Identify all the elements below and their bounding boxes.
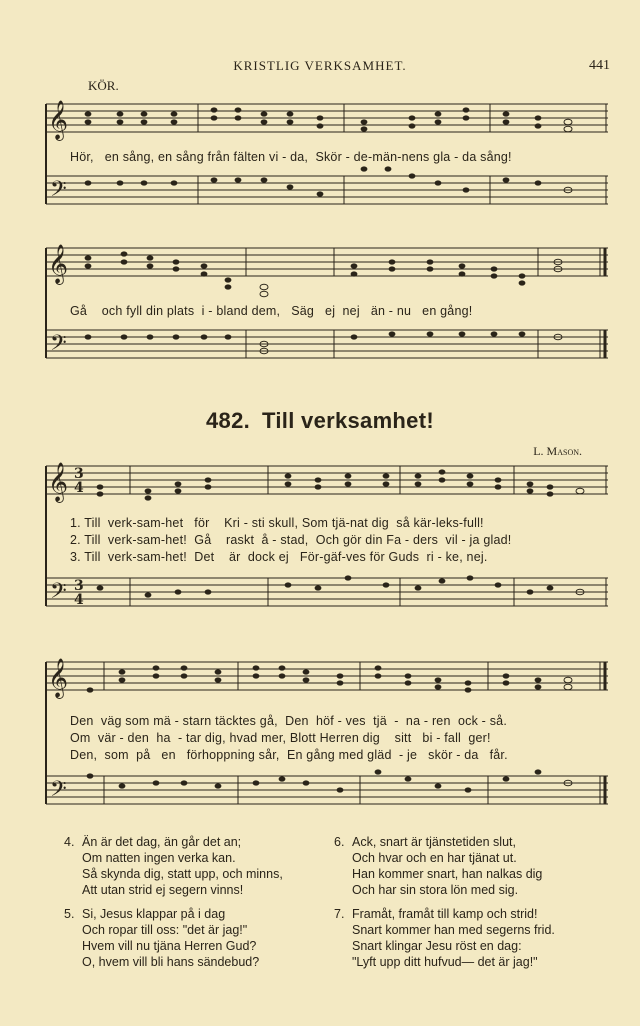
verse-2-lyrics-continued: Om vär - den ha - tar dig, hvad mer, Blott Herren dig sitt bi - fall ger! — [70, 731, 491, 745]
stanza-line: Han kommer snart, han nalkas dig — [352, 867, 543, 881]
stanza-number: 7. — [334, 907, 345, 921]
page-number: 441 — [589, 58, 610, 73]
svg-text:4: 4 — [74, 592, 84, 608]
hymn-title: Till verksamhet! — [262, 408, 434, 433]
running-head: KRISTLIG VERKSAMHET. — [233, 58, 407, 73]
svg-text:𝄞: 𝄞 — [48, 658, 69, 698]
svg-text:𝄢: 𝄢 — [50, 579, 67, 609]
svg-text:𝄢: 𝄢 — [50, 331, 67, 361]
svg-text:3: 3 — [74, 466, 84, 482]
stanza-line: Si, Jesus klappar på i dag — [82, 907, 226, 921]
stanza-4 — [64, 834, 283, 898]
svg-text:𝄢: 𝄢 — [50, 177, 67, 207]
stanza-7 — [334, 906, 555, 970]
stanza-number: 5. — [64, 907, 75, 921]
svg-text:𝄞: 𝄞 — [48, 462, 69, 502]
chorus-label: KÖR. — [88, 78, 119, 93]
svg-text:4: 4 — [74, 480, 84, 496]
verse-2-lyrics: 2. Till verk-sam-het! Gå raskt å - stad, Och gör din Fa - ders vil - ja glad! — [70, 533, 512, 547]
stanza-line: Hvem vill nu tjäna Herren Gud? — [82, 939, 257, 953]
stanza-line: Ack, snart är tjänstetiden slut, — [352, 835, 516, 849]
stanza-line: Om natten ingen verka kan. — [82, 851, 236, 865]
stanza-line: Och har sin stora lön med sig. — [352, 883, 519, 897]
stanza-line: Snart kommer han med segerns frid. — [352, 923, 555, 937]
verse-3-lyrics: 3. Till verk-sam-het! Det är dock ej För-gäf-ves för Guds ri - ke, nej. — [70, 550, 488, 564]
svg-text:𝄢: 𝄢 — [50, 777, 67, 807]
chorus-lyrics-line-1: Hör, en sång, en sång från fälten vi - da, Skör - de-män-nens gla - da sång! — [70, 150, 512, 164]
stanza-line: O, hvem vill bli hans sändebud? — [82, 955, 260, 969]
verse-1-lyrics-continued: Den väg som mä - starn täcktes gå, Den höf - ves tjä - na - ren ock - så. — [70, 714, 507, 728]
stanza-6 — [334, 834, 542, 898]
stanza-line: Så skynda dig, statt upp, och minns, — [82, 867, 283, 881]
stanza-line: Framåt, framåt till kamp och strid! — [352, 907, 538, 921]
chorus-lyrics-line-2: Gå och fyll din plats i - bland dem, Säg ej nej än - nu en gång! — [70, 304, 473, 318]
composer: L. Mason. — [533, 444, 582, 458]
stanza-number: 4. — [64, 835, 75, 849]
chorus-staff-system-2 — [38, 236, 608, 366]
stanza-5 — [64, 906, 259, 970]
verse-1-lyrics: 1. Till verk-sam-het för Kri - sti skull, Som tjä-nat dig så kär-leks-full! — [70, 516, 484, 530]
svg-text:3: 3 — [74, 578, 84, 594]
stanza-line: Att utan strid ej segern vinns! — [82, 883, 244, 897]
hymn-heading — [0, 408, 640, 434]
svg-text:𝄞: 𝄞 — [48, 100, 69, 140]
svg-text:𝄞: 𝄞 — [48, 244, 69, 284]
stanza-line: Snart klingar Jesu röst en dag: — [352, 939, 522, 953]
stanza-line: Och hvar och en har tjänat ut. — [352, 851, 517, 865]
verse-3-lyrics-continued: Den, som på en förhoppning sår, En gång med gläd - je skör - da får. — [70, 748, 508, 762]
stanza-number: 6. — [334, 835, 345, 849]
stanza-line: Och ropar till oss: "det är jag!" — [82, 923, 248, 937]
music-notation — [38, 236, 608, 366]
stanza-line: Än är det dag, än går det an; — [82, 835, 242, 849]
hymn-number: 482. — [206, 408, 251, 433]
stanza-line: "Lyft upp ditt hufvud— det är jag!" — [352, 955, 538, 969]
